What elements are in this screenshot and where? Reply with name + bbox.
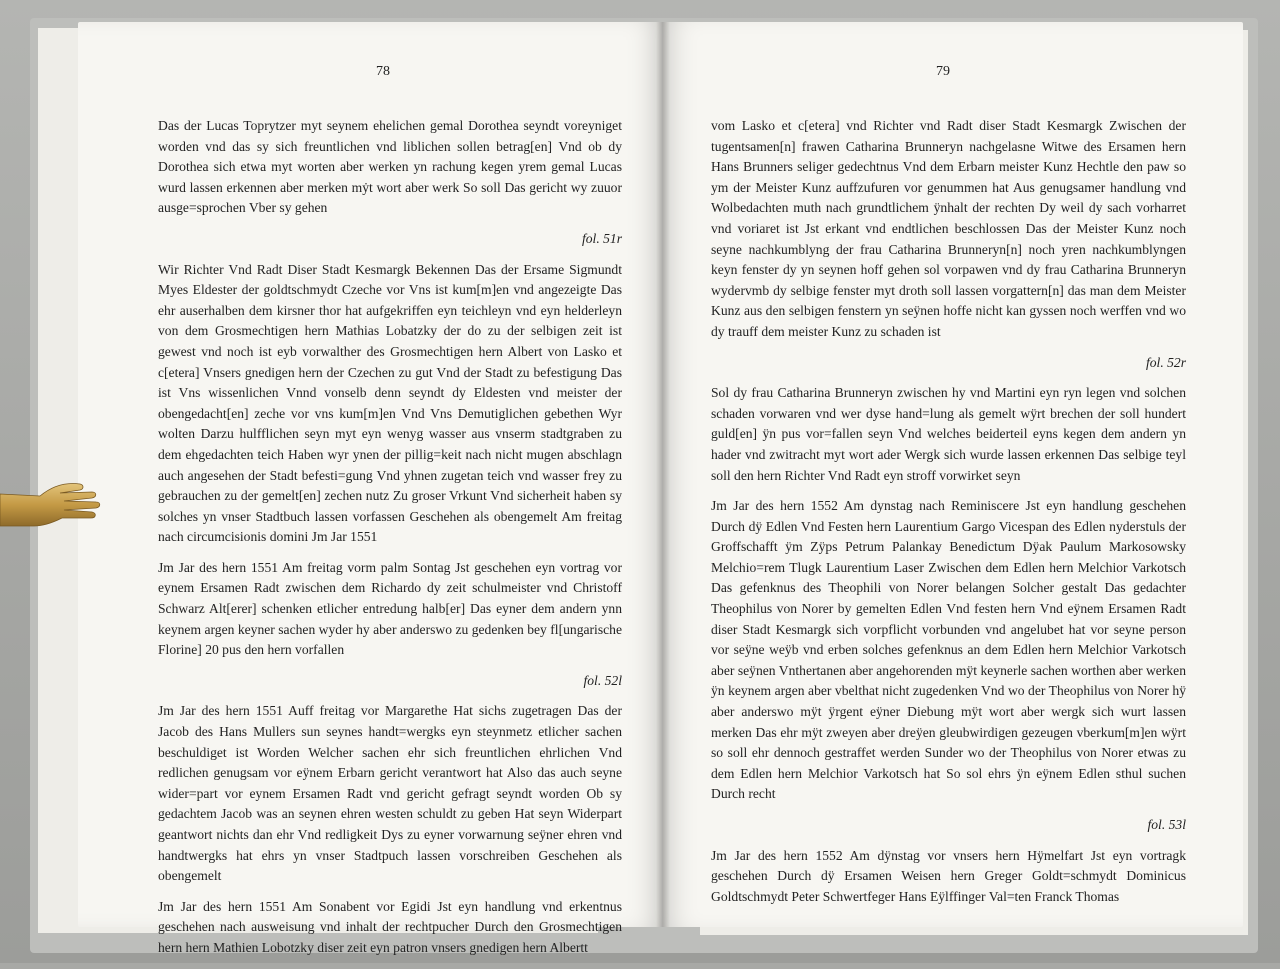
folio-marker: fol. 51r [581, 230, 622, 246]
paragraph: Sol dy frau Catharina Brunneryn zwischen hy vnd Martini eyn ryn legen vnd solchen schaden vorwaren vnd wer dyse hand=lung als gemelt wÿrt brechen der soll hundert guld[en] ÿn pus vor=fallen seyn Vnd welches beiderteil eyns kegen dem andern yn hader vnd zwitracht myt wort ader Wergk sich wurde lassen erkennen Das selbige teyl soll den hern Richter Vnd Radt eyn stroff vorwirket seyn [711, 385, 1186, 483]
page-text [711, 116, 1186, 917]
paragraph: Jm Jar des hern 1551 Am Sonabent vor Egidi Jst eyn handlung vnd erkentnus geschehen nach ausweisung vnd inhalt der rechtpucher Durch den Grosmechtigen hern hern Mathien Lobotzky diser zeit eyn patron vnsers gnedigen hern Albertt [158, 898, 622, 955]
left-page [78, 22, 663, 955]
paragraph: Jm Jar des hern 1551 Auff freitag vor Margarethe Hat sichs zugetragen Das der Jacob des Hans Mullers sun seynes handt=wergks eyn steynmetz etlicher sachen beschuldiget ist Worden Welcher sachen ehr sich freuntlichen ehrlichen Vnd redlichen genugsam vor eÿnem Erbarn gericht verantwort hat Also das auch seyne wider=part vor eynem Ersamen Radt vnd gericht gefragt seyndt worden Ob sy gedachtem Jacob was an seynen ehren westen schuldt zu geben Hat seyn Widerpart geantwort nichts dan ehr Vnd redligkeit Dys zu eyner vorwarnung seÿner ehren vnd handtwergks hat ehrs yn vnser Stadtpuch lassen vorschreiben Geschehen als obengemelt [158, 703, 622, 884]
paragraph: Wir Richter Vnd Radt Diser Stadt Kesmargk Bekennen Das der Ersame Sigmundt Myes Eldester der goldtschmydt Czeche vor Vns ist kum[m]en vnd angezeigte Das ehr auserhalben dem kirsner thor hat aufgekriffen eyn teichleyn vnd eyn helderleyn von dem Grosmechtigen hern Mathias Lobatzky der do zu der selbigen zeit ist gewest vnd noch ist eyb vorwalther des Grosmechtigen hern Albert von Lasko et c[etera] Vnsers gnedigen hern der Czechen zu gut Vnd der Stadt zu befestigung Das ist Vns wissenlichen Vnnd vonselb denn seyndt dy Eldesten vnd meister der obengedacht[en] zeche vor vns kum[m]en Vnd Vns Demutiglichen gebethen Wyr wolten Darzu hulfflichen seyn myt eyn wenyg wasser aus vnserm stadtgraben zu dem ehgedachten teich Haben wyr ynen der pillig=keit nach nicht mugen abschlagn auch angesehen der Stadt befesti=gung Vnd yhnen zugetan teich vnd wasser frey zu gebrauchen zu der gemelt[en] zechen nutz Zu groser Vrkunt Vnd sicherheit haben sy solches yn vnser Stadtbuch lassen vorfassen Geschehen als obengemelt Am freitag nach circumcisionis domini Jm Jar 1551 [158, 261, 622, 545]
page-number: 79 [936, 64, 950, 79]
paragraph: vom Lasko et c[etera] vnd Richter vnd Radt diser Stadt Kesmargk Zwischen der tugentsamen[n] frawen Catharina Brunneryn nachgelasne Witwe des Ersamen hern Hans Brunners seliger gedechtnus Vnd dem Erbarn meister Kunz Hechtle den paw so ym der Meister Kunz auffzufuren vor genummen hat Aus genugsamer handlung vnd Wolbedachten muth nach grundtlichem ÿnhalt der rechten Dy weil dy sach vorharret vnd voriaret ist Jst erkant vnd endtlichen beschlossen Das der Meister Kunz noch seyne nachkumblyng der frau Catharina Brunneryn[n] noch yren nachkumblyngen keyn fenster dy yn seynen hoff gehen sol vorpawen vnd dy frau Catharina Brunneryn wydervmb dy selbige fenster myt droth soll lassen vorgattern[n] das man dem Meister Kunz aus den selbigen fenstern yn seÿnen hoffe nicht kan gyssen noch werffen vnd wo dy trauff dem meister Kunz zu schaden ist [711, 118, 1186, 339]
hand-page-holder-icon [0, 480, 110, 540]
paragraph: Jm Jar des hern 1552 Am dÿnstag vor vnsers hern Hÿmelfart Jst eyn vortragk geschehen Durch dÿ Ersamen Weisen hern Greger Goldt=schmydt Dominicus Goldtschmydt Peter Schwertfeger Hans Eÿlffinger Val=ten Franck Thomas [711, 847, 1186, 904]
paragraph: Jm Jar des hern 1552 Am dynstag nach Reminiscere Jst eyn handlung geschehen Durch dÿ Edlen Vnd Festen hern Laurentium Gargo Vicespan des Edlen nyderstuls der Groffschafft ÿm Zÿps Petrum Palankay Benedictum Dÿak Paulum Markosowsky Melchio=rem Tlugk Laurentium Laser Zwischen dem Edlen hern Melchior Varkotsch Das gefenknus des Theophili von Norer belangen Solcher gestalt Das gedachter Theophilus von Norer by gemelten Edlen Vnd festen hern Vnd eÿnem Ersamen Radt diser Stadt Kesmargk sich vorpflicht vorbunden vnd angelubet hat vor seyne person vor seÿne weÿb vnd erben solches gefenknus an dem Edlen hern Melchior Varkotsch aber seÿnen Vnthertanen aber angehorenden mÿt keynerle sachen worthen aber werken ÿn keynem argen aber vbelthat nicht zugedenken Vnd wo der Theophilus von Norer hÿ aber anderswo mÿt ÿrgent eÿner Diebung mÿt wort aber wergk sich wurt lassen merken Das ehr mÿt zweyen aber dreÿen gleubwirdigen gezeugen vberkum[m]en wÿrt so soll ehr dennoch gestraffet werden Sunder wo der Theophilus von Norer etwas zu dem Edlen hern Melchior Varkotsch hat So sol ehrs ÿn eÿnem Edlen sthul suchen Durch recht [711, 498, 1186, 802]
paragraph: Jm Jar des hern 1551 Am freitag vorm palm Sontag Jst geschehen eyn vortrag vor eynem Ersamen Radt zwischen dem Richardo dy zeit schulmeister vnd Christoff Schwarz Alt[erer] schenken etlicher entredung halb[er] Das eyner dem andern ynn keynem argen keyner sachen wyder hy aber anderswo zu gedenken bey fl[ungarische Florine] 20 pus den hern vorfallen [158, 559, 622, 658]
folio-marker: fol. 52l [583, 672, 622, 688]
folio-marker: fol. 53l [1147, 817, 1186, 832]
page-text [158, 116, 622, 969]
paragraph: Das der Lucas Toprytzer myt seynem ehelichen gemal Dorothea seyndt voreyniget worden vnd das sy sich freuntlichen vnd liblichen sollen betrag[en] Vnd ob dy Dorothea sich etwa myt worten aber werken yn rachung kegen yrem gemal Lucas wurd lassen erkennen aber merken mẏt wort aber werk So soll Das gericht wy zuuor ausge=sprochen Vber sy gehen [158, 118, 622, 216]
page-number: 78 [376, 64, 390, 79]
right-page [663, 22, 1243, 927]
folio-marker: fol. 52r [1145, 354, 1186, 370]
book-gutter [656, 22, 670, 927]
